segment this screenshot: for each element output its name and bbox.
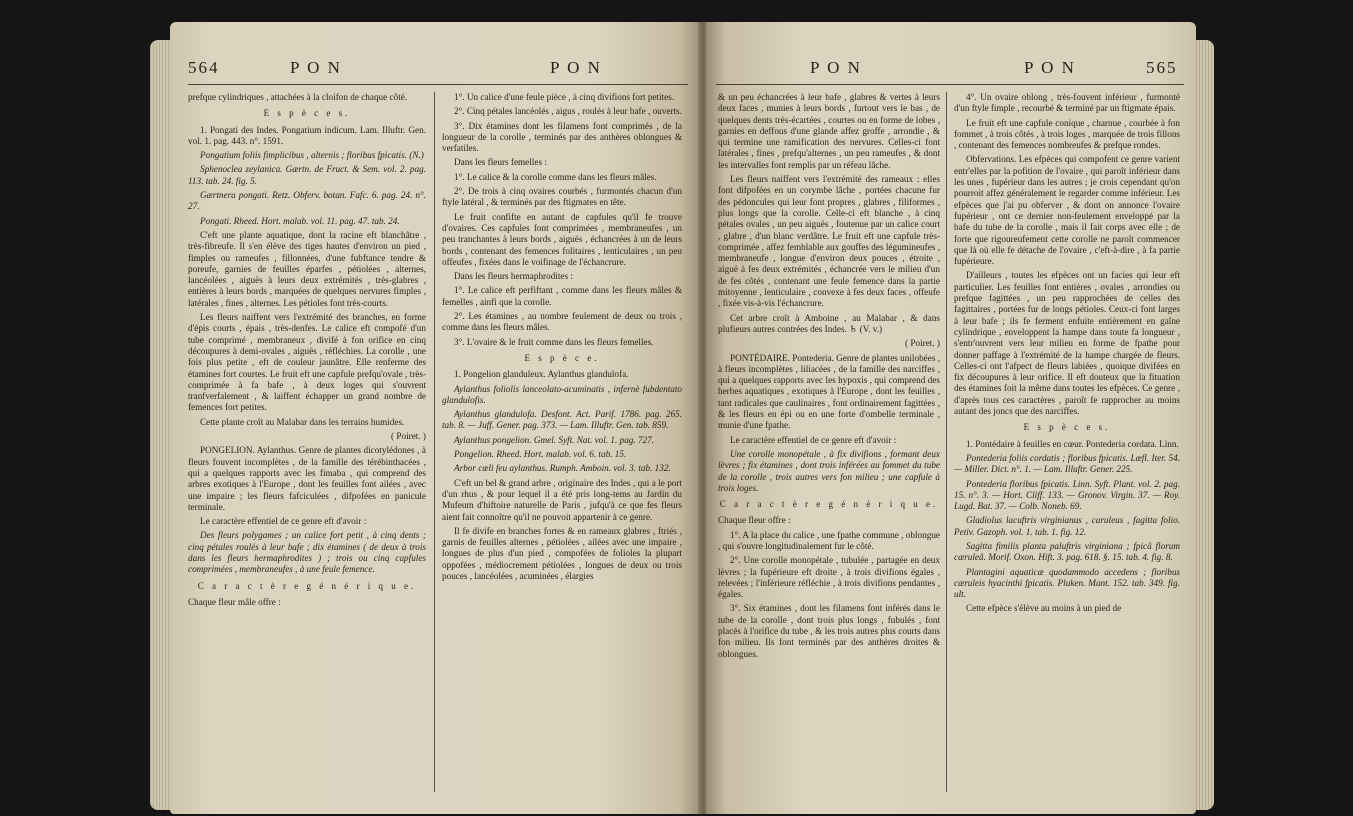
right-column-2 xyxy=(954,92,1180,814)
paragraph: Il fe divife en branches fortes & en rameaux glabres , ftriés , garnis de feuilles alternes , pétiolées , ailées avec une impaire , longues de plus d'un pied , compofées de folioles la plupart oppofées , médiocrement pétiolées , longues de deux ou trois pouces , lancéolées , acuminées , élargies xyxy=(442,525,682,581)
synonym: Pontederia foliis cordatis ; floribus fpicatis. Lœfl. Iter. 54. — Miller. Dict. n°. 1. — Lam. Illuftr. Gener. 225. xyxy=(954,452,1180,475)
synonym: Plantagini aquaticæ quodammodo accedens ; floribus cæruleis hyacinthi fpicatis. Pluken. Mant. 152. tab. 349. fig. ult. xyxy=(954,566,1180,600)
paragraph: 2°. De trois à cinq ovaires courbés , furmontés chacun d'un ftyle latéral , & terminés par des ftigmates en tête. xyxy=(442,186,682,208)
page-number-right: 565 xyxy=(1146,58,1178,77)
running-head-right-2: P O N xyxy=(1024,58,1076,77)
synonym: Pontederia floribus fpicatis. Linn. Syft. Plant. vol. 2. pag. 15. n°. 3. — Hort. Cliff. 133. — Gronov. Virgin. 37. — Roy. Lugd. Bat. 37. — Colb. Noneb. 69. xyxy=(954,478,1180,512)
paragraph: C'eft une plante aquatique, dont la racine eft blanchâtre , très-fibreufe. Il s'en élève des tiges hautes d'environ un pied , fimples ou rameufes , fillonnées, d'une fubftance tendre & poreufe, garnies de feuilles éparfes , pétiolées , alternes, lancéolées , aiguës à leurs deux extrémités , très-glabres , entières à leurs bords , marquées de quelques nervures fimples , latérales , fines , alternes. Les pétioles font très-courts. xyxy=(188,229,426,308)
paragraph: Les fleurs naiffent vers l'extrémité des branches, en forme d'épis courts , épais , très-denfes. Le calice eft compofé d'un tube comprimé , membraneux , divifé à fon orifice en cinq découpures à demi-ovales , aiguës , réfléchies. La corolle , une fois plus petite , eft de couleur jaunâtre. Elle renferme des étamines fort courtes. Le fruit eft une capfule prefqu'ovale , très-comprimée à fa bafe , à deux loges qui s'ouvrent tranfverfalement , & laiffent échapper un grand nombre de femences fort petites. xyxy=(188,312,426,413)
running-head-left-2: P O N xyxy=(550,58,602,77)
synonym: Sphenoclea zeylanica. Gærtn. de Fruct. & Sem. vol. 2. pag. 113. tab. 24. fig. 5. xyxy=(188,164,426,186)
paragraph: 4°. Un ovaire oblong , très-fouvent inférieur , furmonté d'un ftyle fimple , recourbé & terminé par un ftigmate épais. xyxy=(954,92,1180,114)
paragraph: Des fleurs polygames ; un calice fort petit , à cinq dents ; cinq pétales roulés à leur bafe ; dix étamines ( de deux à trois dans les fleurs hermaphrodites ) ; trois ou cinq capfules comprimées , membraneufes , à une feule femence. xyxy=(188,530,426,575)
paragraph: 1. Pontédaire à feuilles en cœur. Pontederia cordata. Linn. xyxy=(966,438,1179,449)
synonym: Aylanthus foliolis lanceolato-acuminatis , infernè fubdentato glandulofis. xyxy=(442,383,682,405)
paragraph: 3°. Six étamines , dont les filamens font inférés dans le tube de la corolle , dont trois plus longs , fubulés , font placés à l'orifice du tube , & les trois autres plus courts dans fon milieu. Ils font terminés par des anthères droites & oblongues. xyxy=(718,603,940,659)
right-column-1 xyxy=(718,92,940,814)
paragraph: Le fruit eft une capfule conique , charnue , courbée à fon fommet , à trois côtés , à trois loges , marquée de trois fillons , contenant des femences nombreufes & prefque rondes. xyxy=(954,117,1180,151)
paragraph: 1. Pongelion glanduleux. Aylanthus glandulofa. xyxy=(454,369,629,380)
column-divider xyxy=(434,92,435,792)
header-rule-left xyxy=(188,84,688,85)
synonym: Aylanthus pongelion. Gmel. Syft. Nat. vol. 1. pag. 727. xyxy=(454,434,655,445)
section-heading: C a r a c t è r e g é n é r i q u e. xyxy=(719,499,939,510)
paragraph: Obfervations. Les efpèces qui compofent ce genre varient entr'elles par la pofition de l'ovaire , qui paroît inférieur dans les unes , fupérieur dans les autres ; je crois cependant qu'on pourroit affez généralement le regarder comme inférieur. Les efpèces que j'ai pu obferver , & dont on annonce l'ovaire fupérieur , ont ce dernier non-feulement enveloppé par la bafe du tube de la corolle , mais il fait corps avec elle ; de forte que rigoureufement cette corolle ne paroît commencer que là où elle fe détache de l'ovaire , c'eft-à-dire , à fa partie fupérieure. xyxy=(954,154,1180,267)
paragraph: PONTÉDAIRE. Pontederia. Genre de plantes unilobées , à fleurs incomplètes , liliacées , de la famille des narciffes , qui a quelques rapports avec les hypoxis , qui comprend des herbes aquatiques , exotiques à l'Europe , dont les feuilles , tant radicales que caulinaires , font ordinairement fagittées , & les fleurs en épi ou en une forte d'ombelle terminale , munie d'une fpathe. xyxy=(718,352,940,431)
left-page-edges xyxy=(150,40,172,810)
paragraph: 1°. Le calice eft perfiftant , comme dans les fleurs mâles & femelles , ainfi que la corolle. xyxy=(442,285,682,307)
paragraph: Une corolle monopétale , à fix divifions , formant deux lèvres ; fix étamines , dont trois inférées au fommet du tube de la corolle , trois autres vers fon milieu ; une capfule à trois loges. xyxy=(718,448,940,493)
paragraph: & un peu échancrées à leur bafe , glabres & vertes à leurs deux faces , munies à leurs bords , furtout vers le bas , de quelques dents très-écartées , courtes ou en forme de lobes , garnies en deffous d'une glande affez groffe , arrondie , & qui termine une ramification des nervures. Celles-ci font latérales , fines , prefqu'alternes , un peu rameufes , & dont les intervalles font remplis par un réfeau lâche. xyxy=(718,92,940,170)
paragraph: 1°. Un calice d'une feule pièce , à cinq divifions fort petites. xyxy=(454,92,675,102)
paragraph: Les fleurs naiffent vers l'extrémité des rameaux : elles font difpofées en un corymbe lâche , portées chacune fur des pédoncules qui leur font propres , glabres , filiformes , plus longs que la corolle. Celle-ci eft blanche , à cinq pétales ovales , un peu aiguës , foutenue par un calice court , glabre , d'un blanc verdâtre. Le fruit eft une capfule très-comprimée , affez femblable aux gouffes des légumineufes , membraneufe , longue d'environ deux pouces , étroite , aiguë à fes deux extrémités , échancrée vers le milieu d'un de fes côtés , contenant une feule femence dans la partie mitoyenne , lenticulaire , convexe à fes deux faces , offeufe , fixée vis-à-vis l'échancrure. xyxy=(718,174,940,309)
paragraph: 3°. L'ovaire & le fruit comme dans les fleurs femelles. xyxy=(454,336,654,347)
paragraph: Le fruit confifte en autant de capfules qu'il fe trouve d'ovaires. Ces capfules font comprimées , membraneufes , un peu tranchantes à leurs bords , aiguës , échancrées à un de leurs bords , contenant des femences folitaires , lenticulaires , un peu offeufes , fixées dans le voifinage de l'échancrure. xyxy=(442,211,682,267)
paragraph: Chaque fleur offre : xyxy=(718,515,791,526)
paragraph: Le caractère effentiel de ce genre eft d'avoir : xyxy=(730,434,897,445)
section-heading: E s p è c e. xyxy=(524,352,600,363)
running-head-right-1: P O N xyxy=(810,58,862,77)
left-page xyxy=(170,22,700,814)
paragraph: Cette efpèce s'élève au moins à un pied de xyxy=(966,603,1122,614)
paragraph: 3°. Dix étamines dont les filamens font comprimés , de la longueur de la corolle , terminés par des anthères oblongues & verfatiles. xyxy=(442,120,682,154)
running-head-left-1: P O N xyxy=(290,58,342,77)
page-number-left: 564 xyxy=(188,58,220,77)
paragraph: C'eft un bel & grand arbre , originaire des Indes , qui a le port d'un rhus , & pour lequel il a été pris long-tems au Jardin du Mufeum d'hiftoire naturelle de Paris , jufqu'à ce que fes fleurs aient fait connoître qu'il ne pouvoit appartenir à ce genre. xyxy=(442,477,682,522)
section-heading: E s p è c e s. xyxy=(263,108,351,119)
paragraph: Cet arbre croît à Amboine , au Malabar , & dans plufieurs autres contrées des Indes. ♄ (V. v.) xyxy=(718,312,940,334)
paragraph: 2°. Une corolle monopétale , tubulée , partagée en deux lèvres ; la fupérieure eft droite , à trois divifions égales , relevées ; l'inférieure réfléchie , à trois divifions pendantes , égales. xyxy=(718,555,940,600)
paragraph: prefque cylindriques , attachées à la cloifon de chaque côté. xyxy=(188,92,408,102)
synonym: Arbor cœli feu aylanthus. Rumph. Amboin. vol. 3. tab. 132. xyxy=(454,463,671,474)
paragraph: Chaque fleur mâle offre : xyxy=(188,596,281,607)
paragraph: Le caractère effentiel de ce genre eft d'avoir : xyxy=(200,516,367,527)
paragraph: 1°. Le calice & la corolle comme dans les fleurs mâles. xyxy=(454,171,657,182)
paragraph: D'ailleurs , toutes les efpèces ont un facies qui leur eft particulier. Les feuilles font entières , ovales , arrondies ou prefque fagittées , un peu rapprochées de celles des fagittaires , portées fur de longs pétioles. Ceux-ci font larges à leur bafe ; ils fe ferment enfuite entièrement en gaîne cylindrique , enveloppent la hampe dans toute fa longueur , s'entr'ouvrent vers leur milieu en forme de fpathe pour donner paffage à l'extrémité de la hampe chargée de fleurs. Celles-ci ont l'afpect de fleurs labiées , quoique divifées en fix découpures à leur orifice. Il eft douteux que la fituation des étamines foit la même dans toutes les efpèces. Ce genre , d'après tous ces caractères , paroît fe rapprocher au moins autant des joncs que des narciffes. xyxy=(954,270,1180,417)
paragraph: Dans les fleurs hermaphrodites : xyxy=(454,271,573,282)
paragraph: PONGELION. Aylanthus. Genre de plantes dicotylédones , à fleurs fouvent incomplètes , de la famille des térébinthacées , qui a quelques rapports avec les fimaba , qui comprend des arbres exotiques à l'Europe , dont les feuilles font ailées , avec une impaire ; les fleurs fafciculées , difpofées en panicule terminale. xyxy=(188,445,426,512)
synonym: Gærtnera pongati. Retz. Obferv. botan. Fafc. 6. pag. 24. n°. 27. xyxy=(188,190,426,212)
right-page xyxy=(706,22,1196,814)
section-heading: C a r a c t è r e g é n é r i q u e. xyxy=(197,580,417,591)
synonym: Gladiolus lacuftris virginianus , caruleus , fagitta folio. Petiv. Gazoph. vol. 1. tab. 1. fig. 12. xyxy=(954,515,1180,537)
synonym: Pongelion. Rheed. Hort. malab. vol. 6. tab. 15. xyxy=(454,449,627,460)
paragraph: 1°. A la place du calice , une fpathe commune , oblongue , qui s'ouvre longitudinalement fur le côté. xyxy=(718,529,940,551)
synonym: Pongatium foliis fimplicibus , alternis ; floribus fpicatis. (N.) xyxy=(200,150,424,161)
right-page-edges xyxy=(1194,40,1214,810)
header-rule-right xyxy=(716,84,1184,85)
paragraph: 2°. Les étamines , au nombre feulement de deux ou trois , comme dans les fleurs mâles. xyxy=(442,311,682,333)
paragraph: 1. Pongati des Indes. Pongatium indicum. Lam. Illuftr. Gen. vol. 1. pag. 443. n°. 1591. xyxy=(188,124,426,146)
left-column-1 xyxy=(188,92,426,814)
author-signature: ( Poiret. ) xyxy=(391,431,426,442)
paragraph: Cette plante croît au Malabar dans les terrains humides. xyxy=(200,416,405,427)
paragraph: Dans les fleurs femelles : xyxy=(454,157,547,168)
paragraph: 2°. Cinq pétales lancéolés , aigus , roulés à leur bafe , ouverts. xyxy=(454,106,682,117)
section-heading: E s p è c e s. xyxy=(1023,422,1111,433)
author-signature: ( Poiret. ) xyxy=(905,338,940,349)
column-divider xyxy=(946,92,947,792)
left-column-2 xyxy=(442,92,682,814)
synonym: Aylanthus glandulofa. Desfont. Act. Parif. 1786. pag. 265. tab. 8. — Juff. Gener. pag. 373. — Lam. Illuftr. Gen. tab. 859. xyxy=(442,409,682,431)
synonym: Pongati. Rheed. Hort. malab. vol. 11. pag. 47. tab. 24. xyxy=(200,215,400,226)
synonym: Sagitta fimilis planta paluftris virginiana ; fpicâ florum cæruleâ. Morif. Oxon. Hift. 3. pag. 618. §. 15. tab. 4. fig. 8. xyxy=(954,540,1180,563)
